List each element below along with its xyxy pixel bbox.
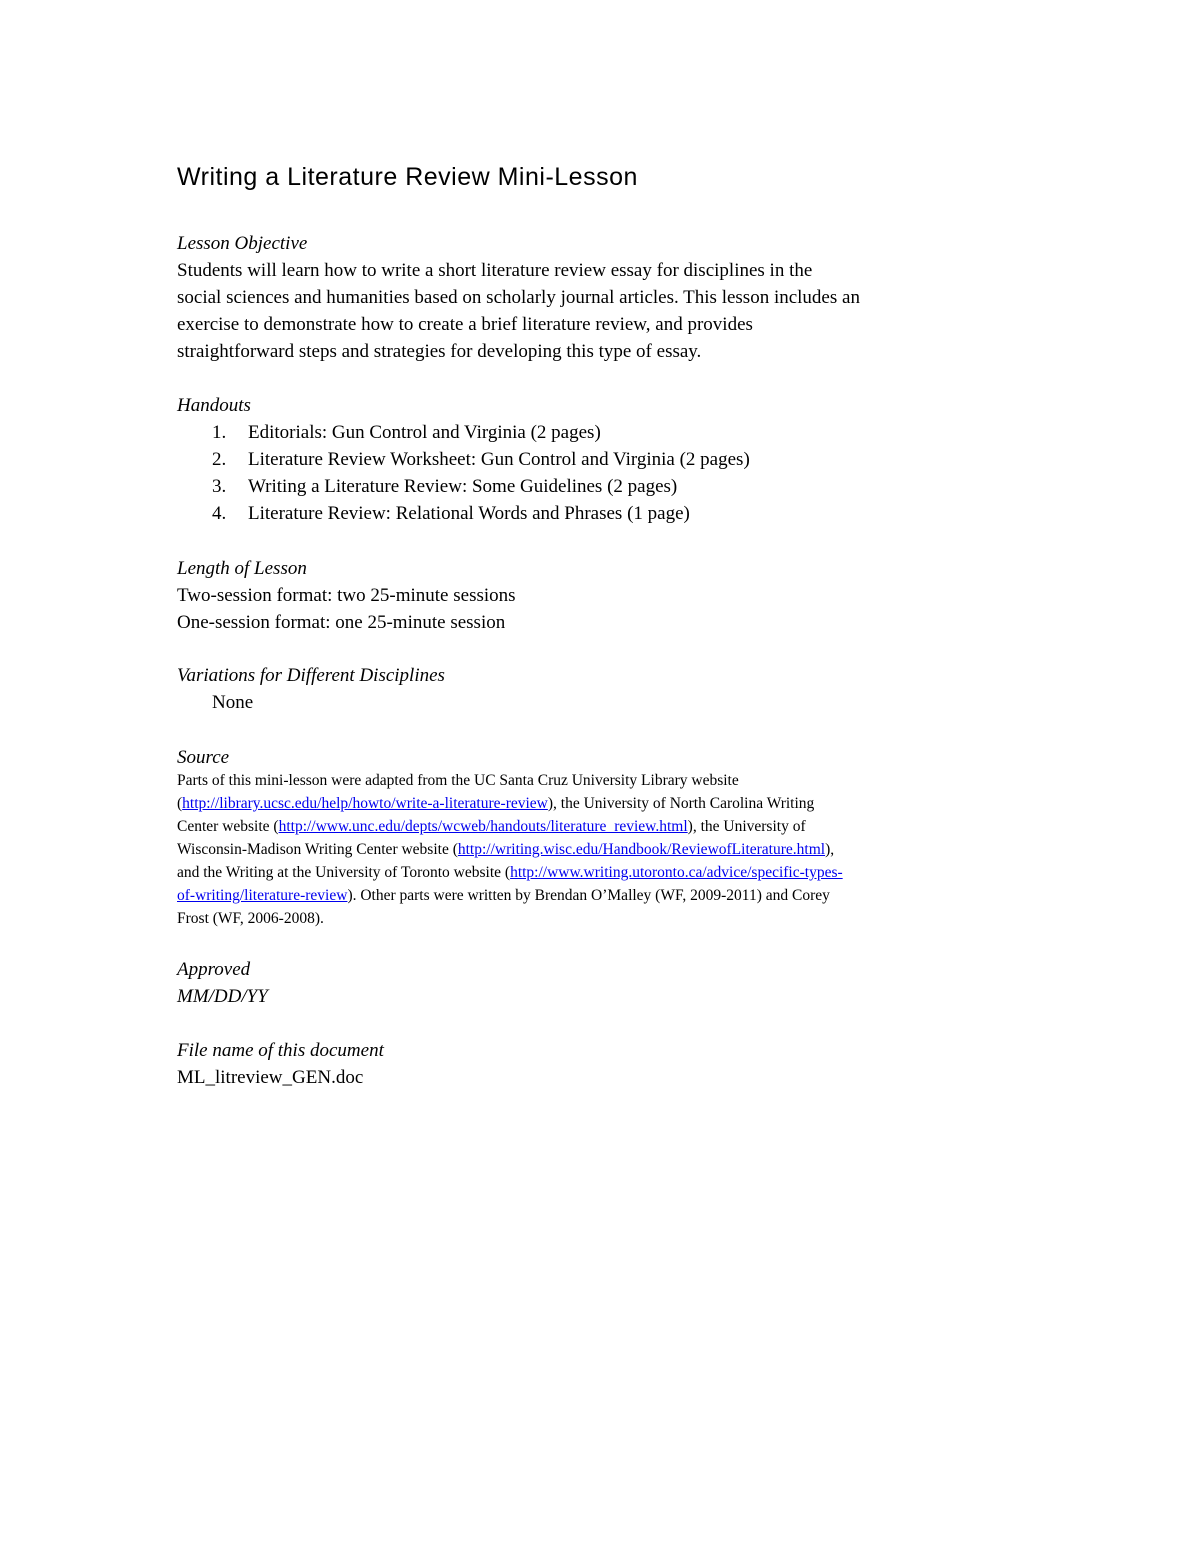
list-item: [177, 473, 1037, 500]
list-item: [177, 446, 1037, 473]
length-section: [177, 555, 1037, 636]
source-text: Center website (: [177, 818, 279, 835]
source-text: Parts of this mini-lesson were adapted from the UC Santa Cruz University Library website: [177, 772, 739, 789]
objective-heading: Lesson Objective: [177, 233, 308, 254]
source-text: ). Other parts were written by Brendan O’Malley (WF, 2009-2011) and Corey: [347, 887, 830, 904]
list-item-number: 2.: [212, 449, 227, 470]
list-item-text: Literature Review Worksheet: Gun Control and Virginia (2 pages): [248, 449, 750, 470]
filename-section: [177, 1037, 1037, 1091]
length-line: Two-session format: two 25-minute sessions: [177, 585, 516, 606]
source-link-wisc[interactable]: http://writing.wisc.edu/Handbook/ReviewofLiterature.html: [457, 841, 826, 858]
objective-line: exercise to demonstrate how to create a brief literature review, and provides: [177, 314, 753, 335]
source-line: [177, 769, 1037, 792]
approved-section: [177, 956, 1037, 1010]
length-line: One-session format: one 25-minute session: [177, 612, 506, 633]
list-item-number: 4.: [212, 503, 227, 524]
variations-value: None: [212, 692, 254, 713]
handouts-list: [177, 419, 1037, 527]
filename-heading: File name of this document: [177, 1040, 384, 1061]
objective-line: straightforward steps and strategies for developing this type of essay.: [177, 341, 702, 362]
list-item-text: Editorials: Gun Control and Virginia (2 pages): [248, 422, 601, 443]
list-item-number: 1.: [212, 422, 227, 443]
source-text: Frost (WF, 2006-2008).: [177, 910, 324, 927]
source-line: [177, 907, 1037, 930]
source-text: ), the University of: [687, 818, 806, 835]
objective-section: [177, 230, 1037, 365]
source-body: [177, 769, 1037, 930]
source-section: [177, 744, 1037, 930]
handouts-section: [177, 392, 1037, 527]
source-link-unc[interactable]: http://www.unc.edu/depts/wcweb/handouts/literature_review.html: [278, 818, 688, 835]
source-text: Wisconsin-Madison Writing Center website (: [177, 841, 458, 858]
source-text: and the Writing at the University of Toronto website (: [177, 864, 511, 881]
variations-section: [177, 662, 1037, 716]
source-line: [177, 838, 1037, 861]
source-line: [177, 884, 1037, 907]
source-heading: Source: [177, 747, 230, 768]
list-item-number: 3.: [212, 476, 227, 497]
document-title: Writing a Literature Review Mini-Lesson: [177, 163, 638, 191]
source-line: [177, 815, 1037, 838]
handouts-heading: Handouts: [177, 395, 251, 416]
length-heading: Length of Lesson: [177, 558, 307, 579]
source-line: (http://library.ucsc.edu/help/howto/write-a-literature-review), the University of North Carolina Writing: [177, 795, 815, 812]
source-text: ), the University of North Carolina Writing: [547, 795, 815, 812]
source-line: [177, 861, 1037, 884]
list-item: [177, 500, 1037, 527]
list-item: [177, 419, 1037, 446]
approved-value: MM/DD/YY: [177, 986, 268, 1007]
list-item-text: Writing a Literature Review: Some Guidelines (2 pages): [248, 476, 678, 497]
source-link-ucsc[interactable]: http://library.ucsc.edu/help/howto/write-a-literature-review: [182, 795, 548, 812]
source-link-toronto-cont[interactable]: of-writing/literature-review: [177, 887, 348, 904]
objective-line: social sciences and humanities based on scholarly journal articles. This lesson includes an: [177, 287, 860, 308]
variations-heading: Variations for Different Disciplines: [177, 665, 445, 686]
source-text: ),: [825, 841, 835, 858]
filename-value: ML_litreview_GEN.doc: [177, 1067, 364, 1088]
list-item-text: Literature Review: Relational Words and Phrases (1 page): [248, 503, 690, 524]
source-link-toronto[interactable]: http://www.writing.utoronto.ca/advice/specific-types-: [510, 864, 843, 881]
objective-line: Students will learn how to write a short literature review essay for disciplines in the: [177, 260, 813, 281]
approved-heading: Approved: [177, 959, 251, 980]
